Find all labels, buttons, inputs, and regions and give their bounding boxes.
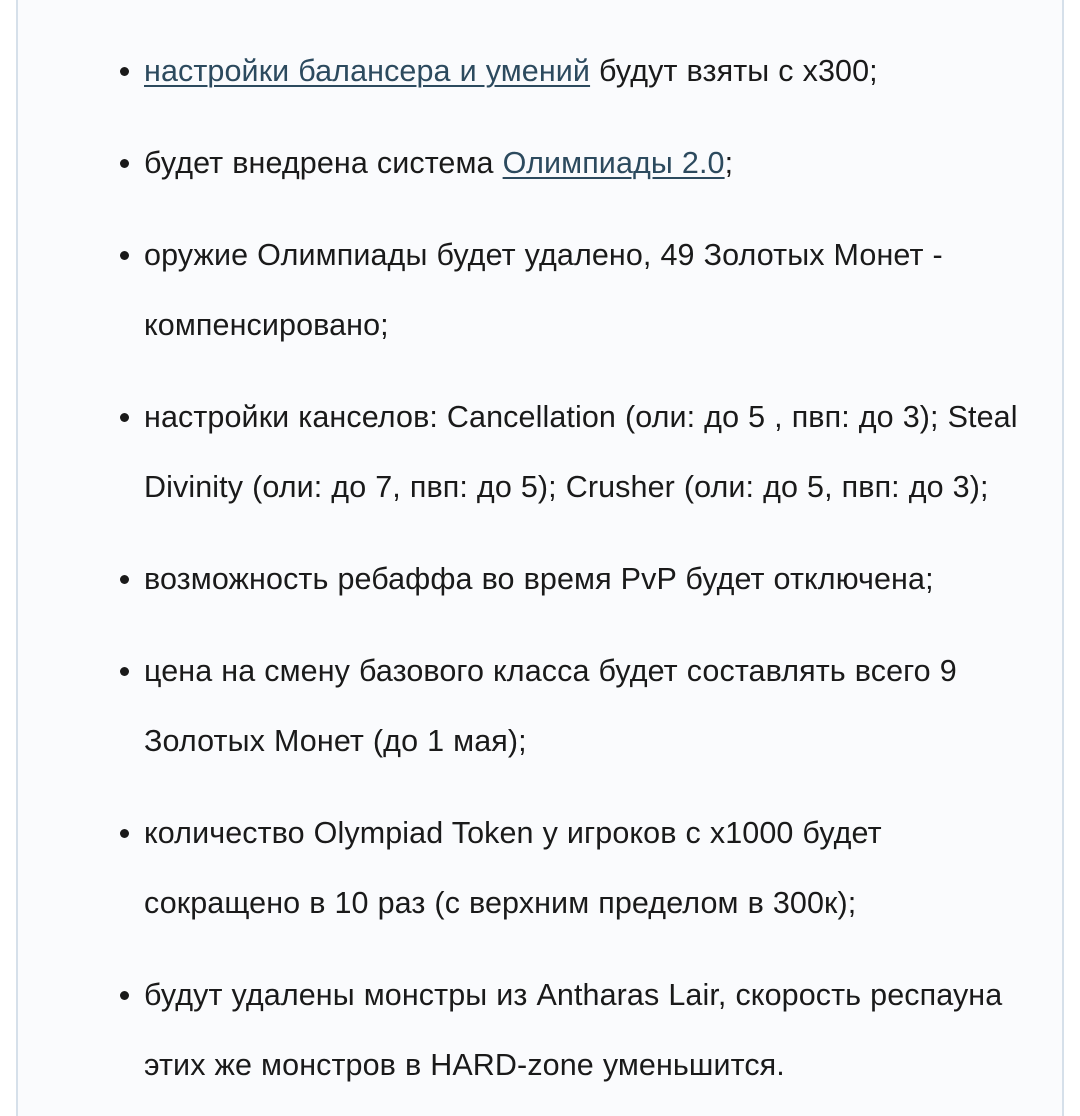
list-item-text: оружие Олимпиады будет удалено, 49 Золотых Монет - компенсировано; (144, 238, 943, 342)
list-item (106, 544, 1026, 614)
list-item-text: возможность ребаффа во время PvP будет отключена; (144, 562, 934, 596)
list-item (106, 220, 1026, 360)
list-item (106, 382, 1026, 522)
link-olympiad-2-0[interactable]: Олимпиады 2.0 (502, 146, 725, 180)
list-item-text: цена на смену базового класса будет составлять всего 9 Золотых Монет (до 1 мая); (144, 654, 957, 758)
list-item (106, 798, 1026, 938)
bullet-icon (120, 960, 129, 1030)
list-item (106, 36, 1026, 106)
list-item-text: будут взяты с x300; (590, 54, 878, 88)
bullet-icon (120, 220, 129, 290)
list-item (106, 128, 1026, 198)
content-panel (16, 0, 1064, 1116)
bullet-icon (120, 36, 129, 106)
list-item-text-tail: ; (724, 146, 734, 180)
bullet-icon (120, 798, 129, 868)
patch-notes-list (106, 36, 1026, 1100)
list-item-text: настройки канселов: Cancellation (оли: до 5 , пвп: до 3); Steal Divinity (оли: до 7, пвп: до 5); Crusher (оли: до 5, пвп: до 3); (144, 400, 1018, 504)
link-balancer-skills[interactable]: настройки балансера и умений (144, 54, 591, 88)
list-item-text: будут удалены монстры из Antharas Lair, скорость респауна этих же монстров в HARD-zone уменьшится. (144, 978, 1003, 1082)
bullet-icon (120, 636, 129, 706)
bullet-icon (120, 544, 129, 614)
bullet-icon (120, 128, 129, 198)
list-item-text: будет внедрена система (144, 146, 503, 180)
list-item (106, 960, 1026, 1100)
list-item (106, 636, 1026, 776)
list-item-text: количество Olympiad Token у игроков с x1000 будет сокращено в 10 раз (с верхним пределом в 300к); (144, 816, 882, 920)
bullet-icon (120, 382, 129, 452)
